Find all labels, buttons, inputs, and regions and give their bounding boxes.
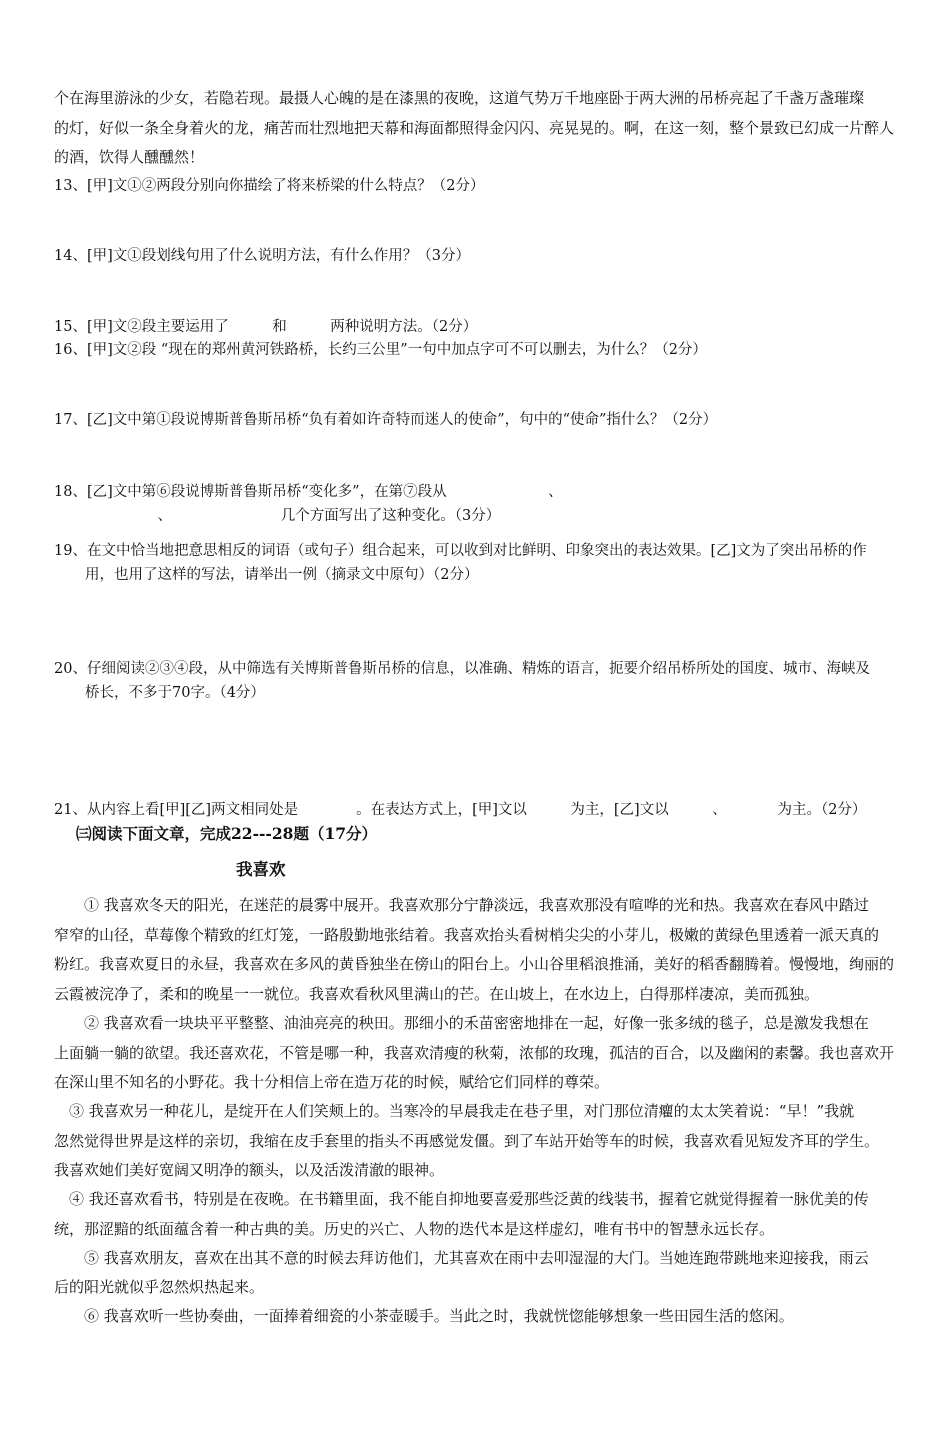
emphasis-dot-char: 此 <box>463 1307 479 1325</box>
essay-title: 我喜欢 <box>236 860 286 879</box>
essay-line: 我喜欢她们美好宽阔又明净的额头，以及活泼清澈的眼神。 <box>54 1161 445 1179</box>
question-20-line-2: 桥长，不多于70字。（4分） <box>85 685 265 701</box>
question-13: 13、[甲]文①②两段分别向你描绘了将来桥梁的什么特点？（2分） <box>54 178 485 194</box>
question-17 <box>54 410 904 430</box>
essay-line: 窄窄的山径，草莓像个精致的红灯笼，一路殷勤地张结着。我喜欢抬头看树梢尖尖的小芽儿，极嫩的黄绿色里透着一派天真的 <box>54 926 880 944</box>
question-21: 21、从内容上看[甲][乙]两文相同处是 。在表达方式上，[甲]文以 为主，[乙]文以 、 为主。（2分） <box>54 802 867 818</box>
question-15: 15、[甲]文②段主要运用了 和 两种说明方法。（2分） <box>54 319 478 335</box>
question-18-line-1: 18、[乙]文中第⑥段说博斯普鲁斯吊桥“变化多”，在第⑦段从 、 <box>54 484 563 500</box>
question-16-text-end: 三公里”一句中加点字可不可以删去，为什么？（2分） <box>356 342 707 358</box>
section-heading: ㈢阅读下面文章，完成22---28题（17分） <box>76 824 378 843</box>
essay-line: 后的阳光就似乎忽然炽热起来。 <box>54 1278 265 1296</box>
essay-line: 粉红。我喜欢夏日的永昼，我喜欢在多风的黄昏独坐在傍山的阳台上。小山谷里稻浪推涌，美好的稻香翻腾着。慢慢地，绚丽的 <box>54 955 895 973</box>
essay-line: 上面躺一躺的欲望。我还喜欢花，不管是哪一种，我喜欢清瘦的秋菊，浓郁的玫瑰，孤洁的百合，以及幽闲的素馨。我也喜欢开 <box>54 1044 895 1062</box>
question-19-line-2: 用，也用了这样的写法，请举出一例（摘录文中原句）（2分） <box>85 567 479 583</box>
essay-line: ① 我喜欢冬天的阳光，在迷茫的晨雾中展开。我喜欢那分宁静淡远，我喜欢那没有喧哗的光和热。我喜欢在春风中踏过 <box>54 896 869 914</box>
essay-line: ⑤ 我喜欢朋友，喜欢在出其不意的时候去拜访他们，尤其喜欢在雨中去叩湿湿的大门。当她连跑带跳地来迎接我，雨云 <box>54 1249 869 1267</box>
emphasis-dot-char: 命 <box>482 412 498 428</box>
question-17-text-end: ”，句中的“使命”指什么？（2分） <box>497 412 718 428</box>
essay-line: ④ 我还喜欢看书，特别是在夜晚。在书籍里面，我不能自抑地要喜爱那些泛黄的线装书，握着它就觉得握着一脉优美的传 <box>54 1190 869 1208</box>
essay-text: ⑥ 我喜欢听一些协奏曲，一面捧着细瓷的小茶壶暖手。当 <box>54 1307 464 1325</box>
essay-line: ② 我喜欢看一块块平平整整、油油亮亮的秧田。那细小的禾苗密密地排在一起，好像一张多绒的毯子，总是激发我想在 <box>54 1014 869 1032</box>
emphasis-dot-char: 约 <box>342 342 357 358</box>
question-19-line-1: 19、在文中恰当地把意思相反的词语（或句子）组合起来，可以收到对比鲜明、印象突出的表达效果。[乙]文为了突出吊桥的作 <box>54 543 867 559</box>
emphasis-dot-char: 使 <box>468 412 483 428</box>
essay-line-last <box>54 1306 904 1326</box>
question-16-text: 16、[甲]文②段 “现在的郑州黄河铁路桥，长 <box>54 342 343 358</box>
question-14: 14、[甲]文①段划线句用了什么说明方法，有什么作用？（3分） <box>54 248 470 264</box>
question-17-text: 17、[乙]文中第①段说博斯普鲁斯吊桥“负有着如许奇特而迷人的 <box>54 412 469 428</box>
question-18-line-2: 、 几个方面写出了这种变化。（3分） <box>85 508 501 524</box>
essay-line: 在深山里不知名的小野花。我十分相信上帝在造万花的时候，赋给它们同样的尊荣。 <box>54 1073 610 1091</box>
question-16 <box>54 340 904 360</box>
question-20-line-1: 20、仔细阅读②③④段，从中筛选有关博斯普鲁斯吊桥的信息，以准确、精炼的语言，扼要介绍吊桥所处的国度、城市、海峡及 <box>54 661 870 677</box>
essay-line: 忽然觉得世界是这样的亲切，我缩在皮手套里的指头不再感觉发僵。到了车站开始等车的时候，我喜欢看见短发齐耳的学生。 <box>54 1132 880 1150</box>
essay-line: ③ 我喜欢另一种花儿，是绽开在人们笑颊上的。当寒冷的早晨我走在巷子里，对门那位清癯的太太笑着说：“早！”我就 <box>54 1102 855 1120</box>
passage-text-line: 个在海里游泳的少女，若隐若现。最摄人心魄的是在漆黑的夜晚，这道气势万千地座卧于两大洲的吊桥亮起了千盏万盏璀璨 <box>54 89 865 107</box>
essay-text-end: 之时，我就恍惚能够想象一些田园生活的悠闲。 <box>478 1307 794 1325</box>
essay-line: 统，那涩黯的纸面蕴含着一种古典的美。历史的兴亡、人物的迭代本是这样虚幻，唯有书中的智慧永远长存。 <box>54 1220 775 1238</box>
essay-line: 云霞被浣净了，柔和的晚星一一就位。我喜欢看秋风里满山的芒。在山坡上，在水边上，白得那样凄凉，美而孤独。 <box>54 985 820 1003</box>
passage-text-line: 的灯，好似一条全身着火的龙，痛苦而壮烈地把天幕和海面都照得金闪闪、亮晃晃的。啊，在这一刻，整个景致已幻成一片醉人 <box>54 119 895 137</box>
passage-text-line: 的酒，饮得人醺醺然！ <box>54 148 205 166</box>
